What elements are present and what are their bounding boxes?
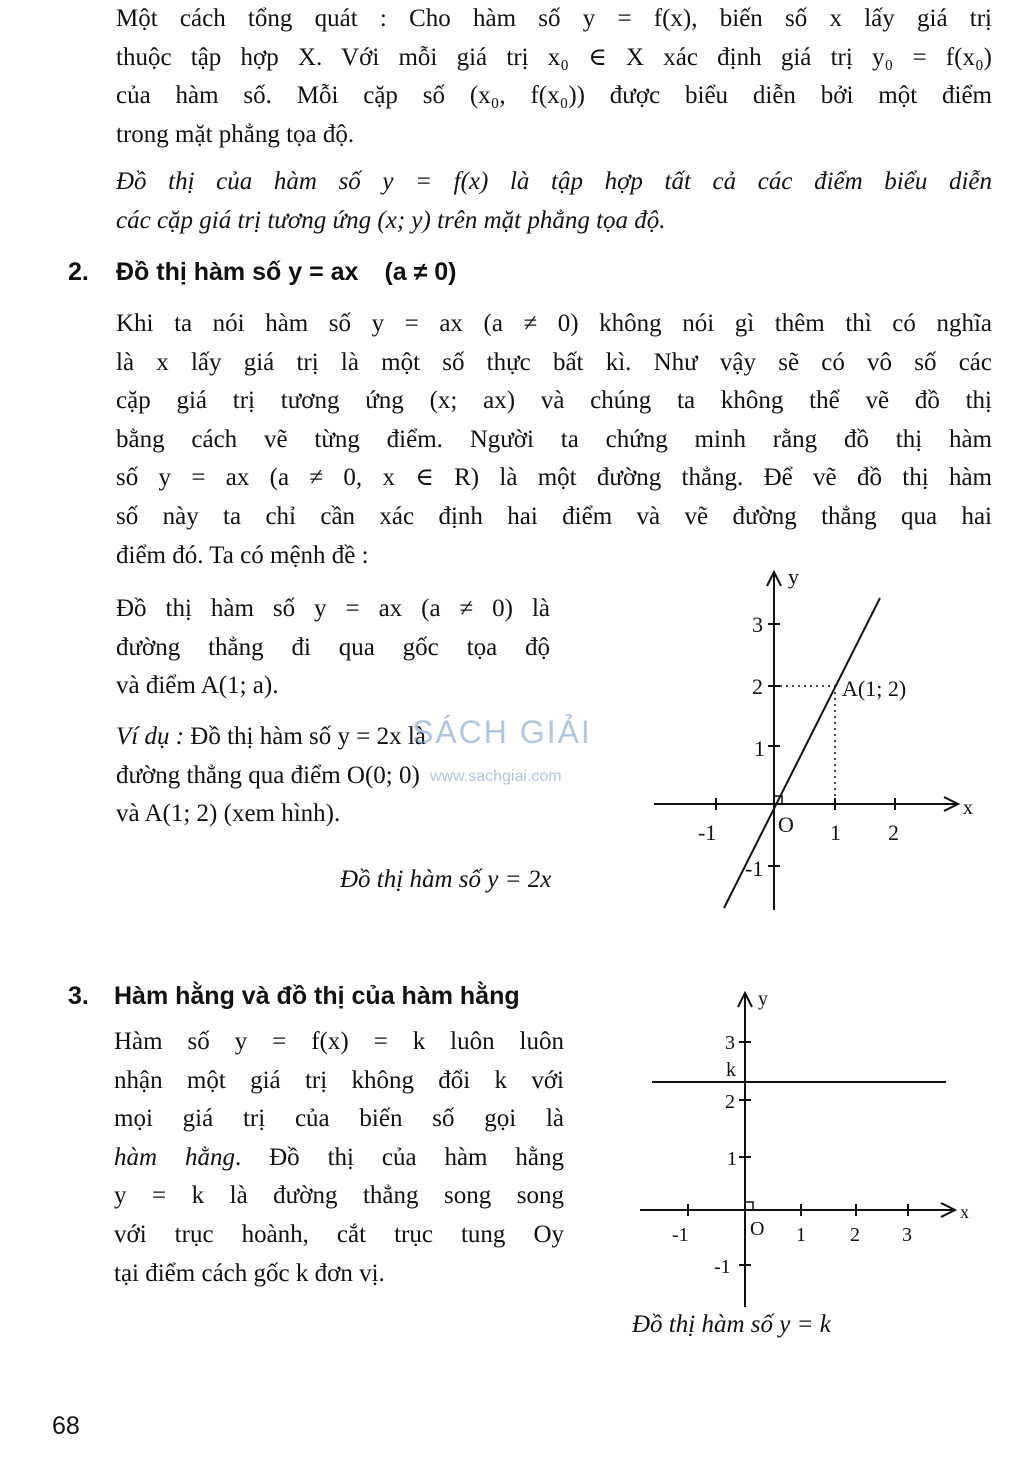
graph1-origin-label: O bbox=[778, 812, 794, 837]
section2-line: là x lấy giá trị là một số thực bất kì. Như vậy sẽ có vô số các bbox=[116, 348, 992, 376]
watermark-brand: SÁCH GIẢI bbox=[412, 714, 592, 750]
graph1-line-y-2x bbox=[724, 598, 880, 908]
graph1-x-tick-label: 2 bbox=[888, 820, 899, 845]
page-number: 68 bbox=[52, 1412, 80, 1440]
proposition-line: Đồ thị hàm số y = ax (a ≠ 0) là bbox=[116, 595, 550, 622]
intro-line: thuộc tập hợp X. Với mỗi giá trị x₀ ∈ X xác định giá trị y₀ = f(x₀) bbox=[116, 43, 992, 71]
intro-paragraph bbox=[116, 0, 992, 154]
section2-title-text: Đồ thị hàm số y = ax bbox=[116, 258, 359, 286]
section3-line: nhận một giá trị không đổi k với bbox=[114, 1066, 564, 1094]
section2-line: điểm đó. Ta có mệnh đề : bbox=[116, 541, 369, 569]
section2-line: số y = ax (a ≠ 0, x ∈ R) là một đường thẳng. Để vẽ đồ thị hàm bbox=[116, 464, 992, 492]
section3-line: Hàm số y = f(x) = k luôn luôn bbox=[114, 1028, 564, 1055]
graph1-x-label: x bbox=[963, 797, 973, 819]
graph2-k-label: k bbox=[726, 1059, 736, 1081]
graph2-y-label: y bbox=[758, 988, 768, 1010]
proposition-line: đường thẳng đi qua gốc tọa độ bbox=[116, 633, 550, 661]
graph1-y-label: y bbox=[788, 564, 799, 589]
example-line: và A(1; 2) (xem hình). bbox=[116, 800, 341, 828]
definition-line: Đồ thị của hàm số y = f(x) là tập hợp tất cả các điểm biểu diễn bbox=[116, 168, 992, 195]
graph2-x-tick-label: 1 bbox=[796, 1224, 806, 1246]
graph2-y-tick-label: 2 bbox=[725, 1091, 735, 1113]
graph1-y-tick-label: 1 bbox=[754, 736, 765, 761]
graph2-x-tick-label: 3 bbox=[902, 1224, 912, 1246]
graph2-x-tick-label: 2 bbox=[850, 1224, 860, 1246]
intro-line: trong mặt phẳng tọa độ. bbox=[116, 120, 355, 148]
section3-line: với trục hoành, cắt trục tung Oy bbox=[114, 1220, 564, 1248]
example-line: đường thẳng qua điểm O(0; 0) bbox=[116, 761, 420, 789]
section3-line: mọi giá trị của biến số gọi là bbox=[114, 1105, 564, 1133]
graph1-y-tick-label: 2 bbox=[752, 674, 763, 699]
intro-line: của hàm số. Mỗi cặp số (x₀, f(x₀)) được biểu diễn bởi một điểm bbox=[116, 82, 992, 110]
graph2 bbox=[630, 985, 990, 1315]
italic-term: hàm hằng bbox=[114, 1143, 235, 1171]
graph2-right-angle bbox=[745, 1202, 753, 1210]
section2-paragraph bbox=[116, 305, 992, 575]
section2-number: 2. bbox=[68, 258, 89, 286]
definition-line: các cặp giá trị tương ứng (x; y) trên mặt phẳng tọa độ. bbox=[116, 206, 666, 234]
proposition bbox=[116, 590, 550, 706]
section2-condition: (a ≠ 0) bbox=[384, 258, 457, 286]
example-text: Đồ thị hàm số y = 2x là bbox=[190, 723, 426, 750]
graph2-origin-label: O bbox=[750, 1218, 765, 1240]
watermark-site: www.sachgiai.com bbox=[430, 768, 562, 785]
graph2-y-tick-label: -1 bbox=[714, 1256, 731, 1278]
proposition-line: và điểm A(1; a). bbox=[116, 672, 279, 700]
section3-term-rest: . Đồ thị của hàm hằng bbox=[234, 1143, 565, 1171]
section2-line: Khi ta nói hàm số y = ax (a ≠ 0) không nói gì thêm thì có nghĩa bbox=[116, 310, 992, 337]
graph1-point-label: A(1; 2) bbox=[842, 676, 907, 701]
definition-paragraph bbox=[116, 163, 992, 240]
section2-line: số này ta chỉ cần xác định hai điểm và vẽ đường thẳng qua hai bbox=[116, 502, 992, 530]
section2-title bbox=[116, 258, 457, 287]
graph2-caption: Đồ thị hàm số y = k bbox=[632, 1311, 831, 1338]
graph1-x-tick-label: 1 bbox=[830, 820, 841, 845]
graph1-y-tick-label: -1 bbox=[745, 856, 764, 881]
intro-line: Một cách tổng quát : Cho hàm số y = f(x), biến số x lấy giá trị bbox=[116, 5, 992, 32]
example-label: Ví dụ : bbox=[116, 723, 185, 750]
graph1 bbox=[640, 560, 990, 920]
section3-number: 3. bbox=[68, 982, 89, 1010]
graph1-x-tick-label: -1 bbox=[698, 820, 717, 845]
section2-line: cặp giá trị tương ứng (x; ax) và chúng ta không thể vẽ đồ thị bbox=[116, 387, 992, 415]
section3-paragraph bbox=[114, 1023, 564, 1293]
section3-line: tại điểm cách gốc k đơn vị. bbox=[114, 1259, 385, 1287]
graph2-y-tick-label: 3 bbox=[725, 1032, 735, 1054]
section3-line bbox=[114, 1139, 564, 1178]
section3-line: y = k là đường thẳng song song bbox=[114, 1182, 564, 1210]
graph2-y-tick-label: 1 bbox=[727, 1148, 737, 1170]
graph2-x-label: x bbox=[960, 1202, 969, 1222]
graph1-caption: Đồ thị hàm số y = 2x bbox=[340, 866, 552, 893]
section3-title: Hàm hằng và đồ thị của hàm hằng bbox=[114, 982, 520, 1010]
graph2-x-tick-label: -1 bbox=[672, 1224, 689, 1246]
graph1-y-tick-label: 3 bbox=[752, 612, 763, 637]
section2-line: bằng cách vẽ từng điểm. Người ta chứng minh rằng đồ thị hàm bbox=[116, 425, 992, 453]
